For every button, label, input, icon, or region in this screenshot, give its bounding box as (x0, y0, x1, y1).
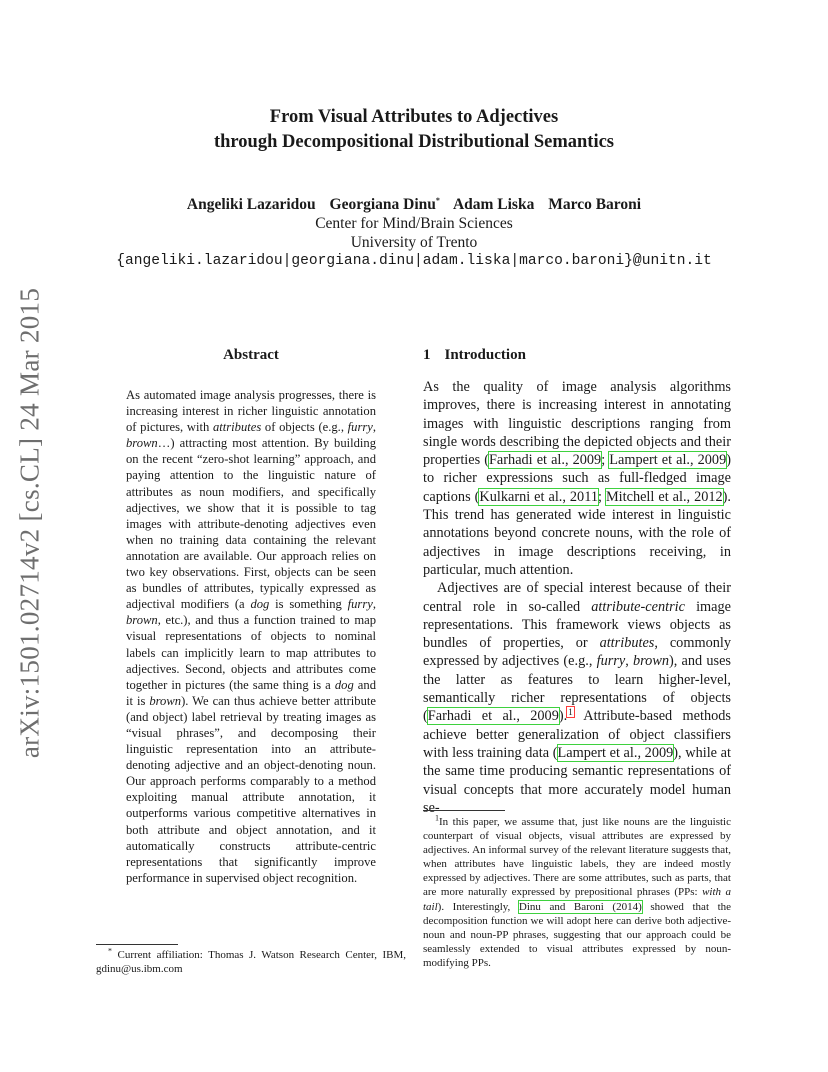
intro-text: image representations. This framework views objects as bundles of properties, or (423, 598, 732, 652)
introduction-heading (423, 347, 526, 364)
paper-title-line-2: through Decompositional Distributional Semantics (213, 132, 614, 152)
abstract-emph: brown (126, 436, 158, 451)
abstract-emph: furry (347, 420, 373, 435)
abstract-text: , (372, 597, 376, 612)
footnote-text: Current affiliation: Thomas J. Watson Research Center, IBM, gdinu@us.ibm.com (96, 949, 406, 976)
section-number: 1 (423, 347, 431, 363)
intro-text: ; (597, 488, 606, 505)
paper-title-line-1: From Visual Attributes to Adjectives (269, 107, 559, 127)
author-4: Marco Baroni (548, 196, 642, 213)
footnote-rule-right (423, 810, 505, 811)
abstract-text: ). We can thus achieve better attribute (and object) label retrieval by treating images as “visual phrases”, and decomposing their linguistic representation into an attribute-denoting adjective and an object-denoting noun. Our approach performs comparably to a method exploiting manual attribute annotation, it outperforms various competitive alternatives in both attribute and object annotation, and it automatically constructs attribute-centric representations that significantly improve performance in supervised object recognition. (126, 693, 376, 885)
introduction-body (423, 378, 731, 817)
citation-farhadi-2009[interactable]: Farhadi et al., 2009 (488, 452, 602, 469)
abstract-text: As automated image analysis progresses, there is increasing interest in richer linguistic annotation of pictures, with (126, 388, 376, 435)
abstract-text: is something (269, 597, 348, 612)
intro-text: , (625, 653, 633, 670)
footnote-rule-left (96, 944, 178, 945)
intro-emph: attribute-centric (591, 598, 685, 615)
footnote-affiliation (96, 948, 406, 976)
intro-emph: brown (632, 653, 669, 670)
abstract-text: ) attracting most attention. By building on the recent “zero-shot learning” approach, and paying attention to the linguistic nature of attributes as noun modifiers, and specifically adjectives, we show that it is possible to tag images with attribute-denoting adjectives even when no training data containing the relevant annotation are available. Our approach relies on two key observations. First, objects can be seen as bundles of attributes, typically expressed as adjectival modifiers (a (126, 436, 376, 612)
intro-text: ), while at the same time producing semantic representations of visual concepts that more accurately model human se- (423, 744, 731, 816)
abstract-emph: brown (149, 693, 182, 708)
abstract-emph: dog (334, 677, 354, 692)
footnote-mark: 1 (435, 813, 439, 823)
author-3: Adam Liska (452, 196, 535, 213)
intro-text: Adjectives are of special interest because of their central role in so-called (423, 580, 731, 615)
abstract-emph: furry (347, 597, 373, 612)
footnote-text: In this paper, we assume that, just like nouns are the linguistic counterpart of visual objects, visual attributes are expressed by adjectives. An informal survey of the relevant literature suggests that, when attributes have linguistic labels, they are indeed mostly expressed by adjectives. There are some attributes, such as parts, that are more naturally expressed by prepositional phrases (PPs: (423, 816, 731, 899)
author-2: Georgiana Dinu (329, 196, 436, 213)
arxiv-stamp (8, 288, 52, 758)
intro-text: ). This trend has generated wide interest in linguistic annotations beyond concrete nouns, with the role of adjectives in image descriptions receiving, in particular, much attention. (423, 488, 732, 578)
intro-text: ; (601, 452, 610, 469)
intro-text: ) to richer expressions such as full-fledged image captions ( (423, 452, 731, 505)
intro-emph: furry (596, 653, 626, 670)
section-title: Introduction (444, 347, 526, 363)
abstract-text: of objects (e.g., (261, 420, 348, 435)
footnote-ref-1[interactable]: 1 (568, 706, 573, 717)
author-2-mark: * (435, 195, 440, 205)
footnote-mark: * (108, 946, 112, 956)
abstract-heading: Abstract (223, 347, 279, 363)
abstract-text: and it is (126, 677, 376, 708)
intro-text: Attribute-based methods achieve better generalization of object classifiers with less training data ( (423, 708, 731, 761)
citation-lampert-2009[interactable]: Lampert et al., 2009 (609, 452, 727, 469)
abstract-text: , (372, 420, 376, 435)
citation-farhadi-2009[interactable]: Farhadi et al., 2009 (427, 708, 559, 725)
intro-paragraph-1 (423, 378, 731, 579)
affiliation-line-2: University of Trento (350, 234, 478, 251)
citation-kulkarni-2011[interactable]: Kulkarni et al., 2011 (479, 488, 598, 505)
author-1: Angeliki Lazaridou (186, 196, 316, 213)
footnote-text: ). Interestingly, (437, 900, 519, 913)
citation-lampert-2009[interactable]: Lampert et al., 2009 (557, 744, 674, 761)
abstract-emph: dog (250, 597, 270, 612)
footnote-emph: with a tail (423, 886, 731, 913)
footnote-1 (423, 815, 731, 970)
abstract-body (126, 387, 376, 886)
intro-text: ), and uses the latter as features to learn higher-level, semantically richer representations of objects ( (423, 653, 731, 725)
citation-mitchell-2012[interactable]: Mitchell et al., 2012 (605, 488, 723, 505)
intro-text: , commonly expressed by adjectives (e.g., (423, 635, 731, 670)
intro-text: As the quality of image analysis algorithms improves, there is increasing interest in annotating images with linguistic descriptions ranging from single words describing the depicted objects and their properties ( (423, 379, 731, 469)
abstract-text: , etc.), and thus a function trained to map visual representations of objects to nominal labels can implicitly learn to map attributes to adjectives. Second, objects and attributes come together in pictures (the same thing is a (126, 613, 376, 692)
abstract-emph: brown (126, 613, 158, 628)
abstract-emph: attributes (212, 420, 262, 435)
abstract-text: … (157, 436, 171, 451)
citation-dinu-baroni-2014[interactable]: Dinu and Baroni (2014) (518, 900, 642, 913)
intro-text: ). (558, 708, 568, 725)
affiliation-line-1: Center for Mind/Brain Sciences (315, 215, 513, 232)
arxiv-stamp-text: arXiv:1501.02714v2 [cs.CL] 24 Mar 2015 (14, 287, 45, 759)
intro-paragraph-2 (423, 579, 731, 817)
footnote-text: showed that the decomposition function we will adopt here can derive both adjective-noun and noun-PP phrases, suggesting that our approach could be seamlessly extended to visual attributes expressed by noun-modifying PPs. (423, 900, 732, 969)
author-emails: {angeliki.lazaridou|georgiana.dinu|adam.liska|marco.baroni}@unitn.it (116, 253, 712, 269)
author-list (80, 195, 748, 214)
intro-emph: attributes (599, 635, 655, 652)
